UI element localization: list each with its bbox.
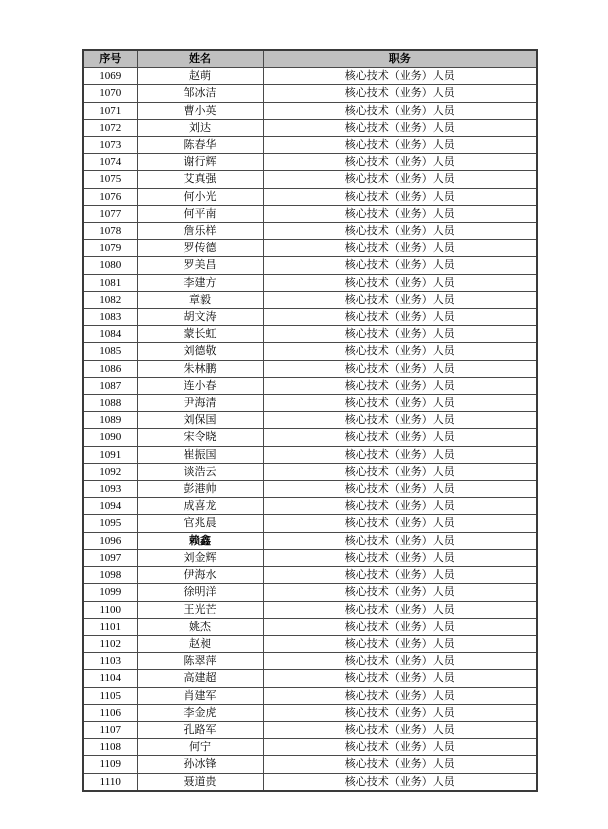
cell-position: 核心技术（业务）人员 (263, 291, 537, 308)
header-cell-serial-number: 序号 (83, 50, 137, 68)
cell-name: 朱林鹏 (137, 360, 263, 377)
cell-position: 核心技术（业务）人员 (263, 102, 537, 119)
cell-position: 核心技术（业务）人员 (263, 532, 537, 549)
table-row (83, 618, 537, 635)
cell-serial-number: 1085 (83, 343, 137, 360)
cell-serial-number: 1072 (83, 119, 137, 136)
cell-position: 核心技术（业务）人员 (263, 601, 537, 618)
cell-serial-number: 1074 (83, 154, 137, 171)
cell-name: 刘保国 (137, 412, 263, 429)
cell-name: 刘金辉 (137, 549, 263, 566)
cell-name: 何小光 (137, 188, 263, 205)
cell-name: 姚杰 (137, 618, 263, 635)
table-row (83, 154, 537, 171)
cell-position: 核心技术（业务）人员 (263, 377, 537, 394)
cell-serial-number: 1084 (83, 326, 137, 343)
cell-name: 赵萌 (137, 68, 263, 85)
table-row (83, 188, 537, 205)
cell-name: 李金虎 (137, 704, 263, 721)
table-row (83, 446, 537, 463)
table-row (83, 326, 537, 343)
cell-name: 罗美昌 (137, 257, 263, 274)
header-cell-name: 姓名 (137, 50, 263, 68)
cell-position: 核心技术（业务）人员 (263, 687, 537, 704)
cell-position: 核心技术（业务）人员 (263, 653, 537, 670)
table-row (83, 377, 537, 394)
cell-name: 刘德敬 (137, 343, 263, 360)
table-row (83, 481, 537, 498)
table-row (83, 429, 537, 446)
table-row (83, 343, 537, 360)
cell-name: 孔路军 (137, 721, 263, 738)
cell-serial-number: 1099 (83, 584, 137, 601)
cell-name: 刘达 (137, 119, 263, 136)
table-row (83, 721, 537, 738)
table-row (83, 291, 537, 308)
cell-serial-number: 1103 (83, 653, 137, 670)
cell-serial-number: 1087 (83, 377, 137, 394)
table-row (83, 635, 537, 652)
cell-serial-number: 1109 (83, 756, 137, 773)
cell-serial-number: 1083 (83, 309, 137, 326)
cell-position: 核心技术（业务）人员 (263, 240, 537, 257)
table-row (83, 773, 537, 791)
cell-position: 核心技术（业务）人员 (263, 119, 537, 136)
cell-serial-number: 1110 (83, 773, 137, 791)
cell-serial-number: 1102 (83, 635, 137, 652)
table-row (83, 756, 537, 773)
cell-name: 胡文涛 (137, 309, 263, 326)
table-row (83, 532, 537, 549)
cell-serial-number: 1095 (83, 515, 137, 532)
cell-name: 陈翠萍 (137, 653, 263, 670)
cell-serial-number: 1097 (83, 549, 137, 566)
cell-name: 孙冰锋 (137, 756, 263, 773)
cell-name: 聂道贵 (137, 773, 263, 791)
cell-serial-number: 1086 (83, 360, 137, 377)
cell-position: 核心技术（业务）人员 (263, 137, 537, 154)
cell-position: 核心技术（业务）人员 (263, 360, 537, 377)
cell-name: 王光芒 (137, 601, 263, 618)
cell-name: 何平南 (137, 205, 263, 222)
cell-position: 核心技术（业务）人员 (263, 618, 537, 635)
cell-name: 崔振国 (137, 446, 263, 463)
table-row (83, 240, 537, 257)
cell-name: 谈浩云 (137, 463, 263, 480)
cell-serial-number: 1090 (83, 429, 137, 446)
cell-name: 曹小英 (137, 102, 263, 119)
cell-position: 核心技术（业务）人员 (263, 85, 537, 102)
cell-position: 核心技术（业务）人员 (263, 154, 537, 171)
cell-serial-number: 1076 (83, 188, 137, 205)
table-row (83, 498, 537, 515)
cell-name: 彭港帅 (137, 481, 263, 498)
table-row (83, 68, 537, 85)
table-row (83, 395, 537, 412)
cell-name: 成喜龙 (137, 498, 263, 515)
cell-serial-number: 1073 (83, 137, 137, 154)
cell-position: 核心技术（业务）人员 (263, 429, 537, 446)
cell-position: 核心技术（业务）人员 (263, 756, 537, 773)
cell-position: 核心技术（业务）人员 (263, 395, 537, 412)
cell-serial-number: 1093 (83, 481, 137, 498)
cell-name: 官兆晨 (137, 515, 263, 532)
cell-serial-number: 1105 (83, 687, 137, 704)
table-body (83, 68, 537, 791)
cell-serial-number: 1101 (83, 618, 137, 635)
cell-position: 核心技术（业务）人员 (263, 274, 537, 291)
cell-name: 宋令晓 (137, 429, 263, 446)
table-row (83, 223, 537, 240)
cell-serial-number: 1077 (83, 205, 137, 222)
cell-serial-number: 1071 (83, 102, 137, 119)
cell-serial-number: 1092 (83, 463, 137, 480)
table-row (83, 171, 537, 188)
cell-position: 核心技术（业务）人员 (263, 481, 537, 498)
cell-name: 李建方 (137, 274, 263, 291)
cell-position: 核心技术（业务）人员 (263, 704, 537, 721)
cell-serial-number: 1094 (83, 498, 137, 515)
cell-position: 核心技术（业务）人员 (263, 549, 537, 566)
table-row (83, 584, 537, 601)
table-row (83, 463, 537, 480)
table-row (83, 309, 537, 326)
cell-position: 核心技术（业务）人员 (263, 205, 537, 222)
table-row (83, 601, 537, 618)
table-row (83, 360, 537, 377)
cell-name: 伊海水 (137, 567, 263, 584)
personnel-table (82, 49, 538, 792)
cell-name: 陈春华 (137, 137, 263, 154)
cell-serial-number: 1107 (83, 721, 137, 738)
cell-name: 罗传德 (137, 240, 263, 257)
cell-position: 核心技术（业务）人员 (263, 343, 537, 360)
cell-position: 核心技术（业务）人员 (263, 446, 537, 463)
table-row (83, 567, 537, 584)
table-row (83, 704, 537, 721)
cell-name: 谢行辉 (137, 154, 263, 171)
cell-position: 核心技术（业务）人员 (263, 670, 537, 687)
cell-position: 核心技术（业务）人员 (263, 223, 537, 240)
cell-name: 艾真强 (137, 171, 263, 188)
cell-position: 核心技术（业务）人员 (263, 498, 537, 515)
cell-position: 核心技术（业务）人员 (263, 188, 537, 205)
cell-name: 连小春 (137, 377, 263, 394)
cell-serial-number: 1082 (83, 291, 137, 308)
cell-name: 邹冰洁 (137, 85, 263, 102)
cell-serial-number: 1088 (83, 395, 137, 412)
table-row (83, 274, 537, 291)
cell-name: 何宁 (137, 739, 263, 756)
table-row (83, 137, 537, 154)
cell-serial-number: 1098 (83, 567, 137, 584)
table-row (83, 687, 537, 704)
table-row (83, 653, 537, 670)
cell-name: 章毅 (137, 291, 263, 308)
cell-position: 核心技术（业务）人员 (263, 773, 537, 791)
cell-position: 核心技术（业务）人员 (263, 309, 537, 326)
cell-serial-number: 1080 (83, 257, 137, 274)
table-row (83, 412, 537, 429)
cell-serial-number: 1078 (83, 223, 137, 240)
cell-name: 詹乐样 (137, 223, 263, 240)
cell-name: 徐明洋 (137, 584, 263, 601)
cell-name: 赖鑫 (137, 532, 263, 549)
cell-position: 核心技术（业务）人员 (263, 463, 537, 480)
table-row (83, 257, 537, 274)
cell-serial-number: 1104 (83, 670, 137, 687)
table-row (83, 515, 537, 532)
cell-serial-number: 1100 (83, 601, 137, 618)
table-row (83, 119, 537, 136)
cell-position: 核心技术（业务）人员 (263, 257, 537, 274)
table-row (83, 670, 537, 687)
table-row (83, 85, 537, 102)
cell-serial-number: 1079 (83, 240, 137, 257)
cell-name: 高建超 (137, 670, 263, 687)
cell-serial-number: 1108 (83, 739, 137, 756)
cell-name: 肖建军 (137, 687, 263, 704)
table-row (83, 102, 537, 119)
table-row (83, 739, 537, 756)
cell-serial-number: 1069 (83, 68, 137, 85)
cell-position: 核心技术（业务）人员 (263, 721, 537, 738)
cell-position: 核心技术（业务）人员 (263, 739, 537, 756)
cell-position: 核心技术（业务）人员 (263, 635, 537, 652)
table-header-row (83, 50, 537, 68)
cell-serial-number: 1075 (83, 171, 137, 188)
cell-name: 蒙长虹 (137, 326, 263, 343)
cell-name: 尹海清 (137, 395, 263, 412)
cell-serial-number: 1091 (83, 446, 137, 463)
cell-serial-number: 1070 (83, 85, 137, 102)
header-cell-position: 职务 (263, 50, 537, 68)
cell-position: 核心技术（业务）人员 (263, 567, 537, 584)
table-row (83, 205, 537, 222)
cell-serial-number: 1081 (83, 274, 137, 291)
cell-position: 核心技术（业务）人员 (263, 515, 537, 532)
cell-position: 核心技术（业务）人员 (263, 584, 537, 601)
cell-name: 赵昶 (137, 635, 263, 652)
cell-position: 核心技术（业务）人员 (263, 68, 537, 85)
cell-serial-number: 1106 (83, 704, 137, 721)
table-row (83, 549, 537, 566)
cell-serial-number: 1089 (83, 412, 137, 429)
cell-position: 核心技术（业务）人员 (263, 326, 537, 343)
cell-position: 核心技术（业务）人员 (263, 171, 537, 188)
cell-serial-number: 1096 (83, 532, 137, 549)
cell-position: 核心技术（业务）人员 (263, 412, 537, 429)
